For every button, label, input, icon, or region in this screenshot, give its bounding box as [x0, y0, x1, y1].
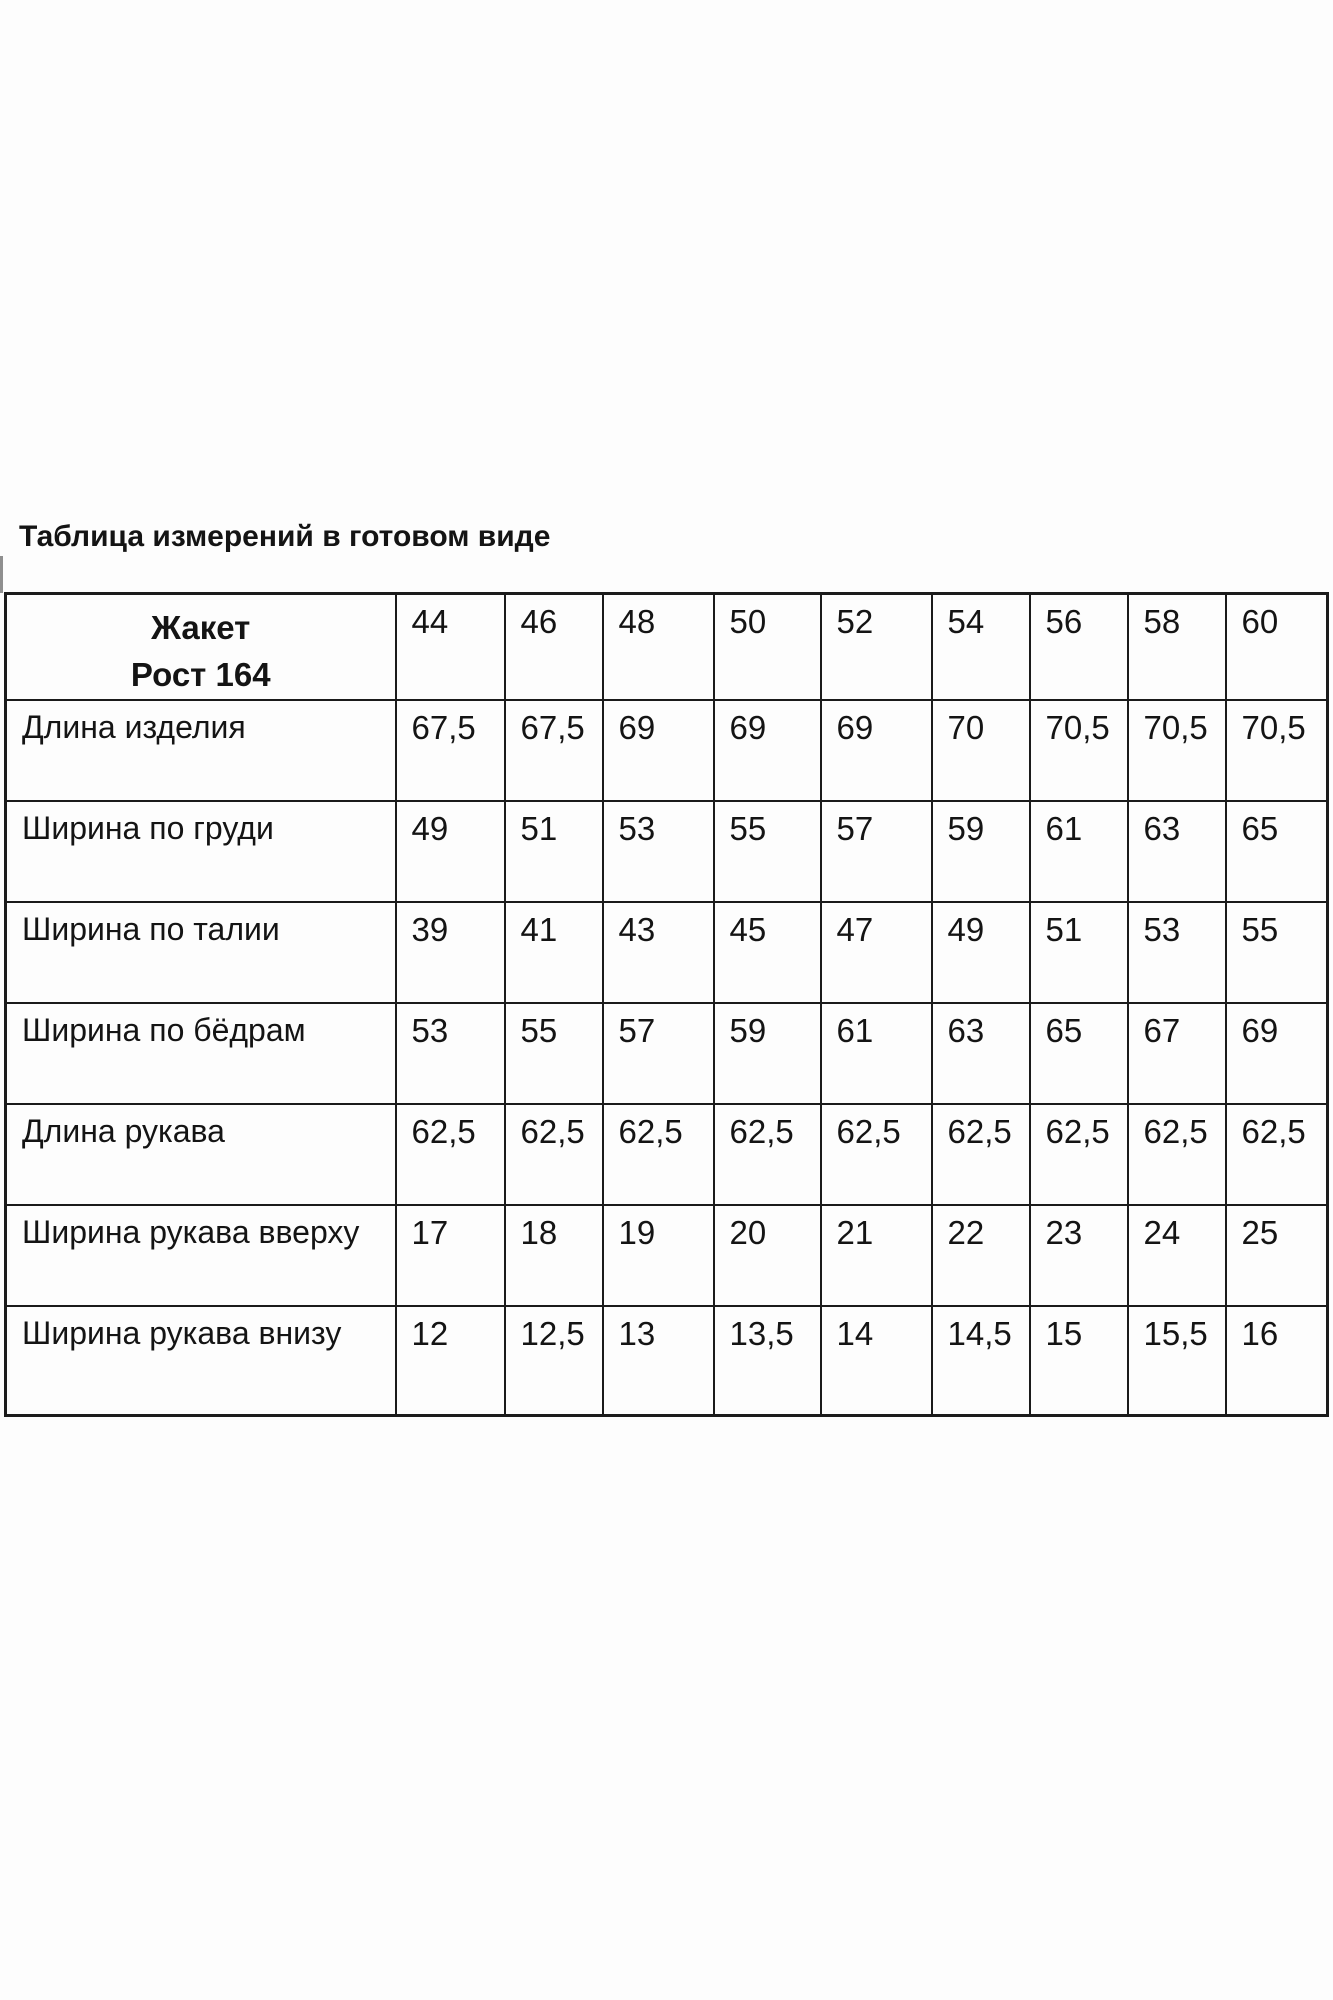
- measurement-table: [4, 592, 1329, 1417]
- measurement-cell: 14,5: [932, 1306, 1030, 1416]
- table-row-sleeve-length: [6, 1104, 1328, 1205]
- measurement-cell: 49: [932, 902, 1030, 1003]
- measurement-cell: 23: [1030, 1205, 1128, 1306]
- measurement-cell: 69: [714, 700, 821, 801]
- size-header-44: 44: [396, 594, 505, 700]
- table-row-chest-width: [6, 801, 1328, 902]
- measurement-cell: 62,5: [714, 1104, 821, 1205]
- size-header-52: 52: [821, 594, 932, 700]
- measurement-cell: 61: [1030, 801, 1128, 902]
- measurement-cell: 70: [932, 700, 1030, 801]
- row-label: Длина изделия: [6, 700, 396, 801]
- measurement-cell: 67,5: [505, 700, 603, 801]
- size-header-60: 60: [1226, 594, 1328, 700]
- measurement-cell: 15,5: [1128, 1306, 1226, 1416]
- measurement-cell: 62,5: [821, 1104, 932, 1205]
- measurement-cell: 51: [1030, 902, 1128, 1003]
- measurement-cell: 63: [932, 1003, 1030, 1104]
- size-header-50: 50: [714, 594, 821, 700]
- measurement-cell: 13,5: [714, 1306, 821, 1416]
- table-header-row: [6, 594, 1328, 700]
- measurement-cell: 18: [505, 1205, 603, 1306]
- table-row-waist-width: [6, 902, 1328, 1003]
- measurement-cell: 69: [603, 700, 714, 801]
- measurement-cell: 17: [396, 1205, 505, 1306]
- measurement-cell: 43: [603, 902, 714, 1003]
- row-label: Ширина по бёдрам: [6, 1003, 396, 1104]
- measurement-cell: 39: [396, 902, 505, 1003]
- table-row-sleeve-width-top: [6, 1205, 1328, 1306]
- measurement-cell: 14: [821, 1306, 932, 1416]
- scan-artifact-line: [0, 556, 3, 593]
- measurement-cell: 69: [1226, 1003, 1328, 1104]
- measurement-cell: 57: [603, 1003, 714, 1104]
- measurement-cell: 59: [932, 801, 1030, 902]
- table-row-sleeve-width-bottom: [6, 1306, 1328, 1416]
- measurement-cell: 55: [1226, 902, 1328, 1003]
- measurement-cell: 70,5: [1226, 700, 1328, 801]
- size-header-56: 56: [1030, 594, 1128, 700]
- measurement-cell: 62,5: [932, 1104, 1030, 1205]
- measurement-cell: 70,5: [1128, 700, 1226, 801]
- measurement-cell: 55: [714, 801, 821, 902]
- measurement-cell: 62,5: [1128, 1104, 1226, 1205]
- measurement-cell: 62,5: [1030, 1104, 1128, 1205]
- page-title: Таблица измерений в готовом виде: [19, 520, 551, 553]
- measurement-cell: 67,5: [396, 700, 505, 801]
- product-height: Рост 164: [130, 655, 271, 693]
- measurement-cell: 53: [1128, 902, 1226, 1003]
- product-header-cell: [6, 594, 396, 700]
- measurement-cell: 47: [821, 902, 932, 1003]
- measurement-cell: 70,5: [1030, 700, 1128, 801]
- measurement-cell: 65: [1030, 1003, 1128, 1104]
- measurement-cell: 65: [1226, 801, 1328, 902]
- measurement-cell: 16: [1226, 1306, 1328, 1416]
- measurement-cell: 15: [1030, 1306, 1128, 1416]
- measurement-cell: 57: [821, 801, 932, 902]
- measurement-cell: 62,5: [1226, 1104, 1328, 1205]
- measurement-cell: 49: [396, 801, 505, 902]
- measurement-cell: 24: [1128, 1205, 1226, 1306]
- measurement-cell: 62,5: [505, 1104, 603, 1205]
- size-header-54: 54: [932, 594, 1030, 700]
- measurement-cell: 22: [932, 1205, 1030, 1306]
- table-row-length: [6, 700, 1328, 801]
- measurement-cell: 53: [396, 1003, 505, 1104]
- size-header-48: 48: [603, 594, 714, 700]
- row-label: Длина рукава: [6, 1104, 396, 1205]
- row-label: Ширина рукава вверху: [6, 1205, 396, 1306]
- product-name: Жакет: [151, 609, 251, 646]
- table-row-hip-width: [6, 1003, 1328, 1104]
- measurement-cell: 25: [1226, 1205, 1328, 1306]
- measurement-cell: 12,5: [505, 1306, 603, 1416]
- measurement-cell: 53: [603, 801, 714, 902]
- measurement-cell: 19: [603, 1205, 714, 1306]
- measurement-cell: 67: [1128, 1003, 1226, 1104]
- measurement-cell: 62,5: [603, 1104, 714, 1205]
- measurement-cell: 55: [505, 1003, 603, 1104]
- size-header-58: 58: [1128, 594, 1226, 700]
- measurement-cell: 13: [603, 1306, 714, 1416]
- row-label: Ширина по талии: [6, 902, 396, 1003]
- measurement-cell: 41: [505, 902, 603, 1003]
- row-label: Ширина рукава внизу: [6, 1306, 396, 1416]
- measurement-cell: 61: [821, 1003, 932, 1104]
- measurement-cell: 69: [821, 700, 932, 801]
- measurement-cell: 21: [821, 1205, 932, 1306]
- measurement-cell: 20: [714, 1205, 821, 1306]
- measurement-cell: 63: [1128, 801, 1226, 902]
- measurement-cell: 45: [714, 902, 821, 1003]
- size-header-46: 46: [505, 594, 603, 700]
- measurement-cell: 12: [396, 1306, 505, 1416]
- measurement-cell: 62,5: [396, 1104, 505, 1205]
- measurement-cell: 51: [505, 801, 603, 902]
- row-label: Ширина по груди: [6, 801, 396, 902]
- measurement-cell: 59: [714, 1003, 821, 1104]
